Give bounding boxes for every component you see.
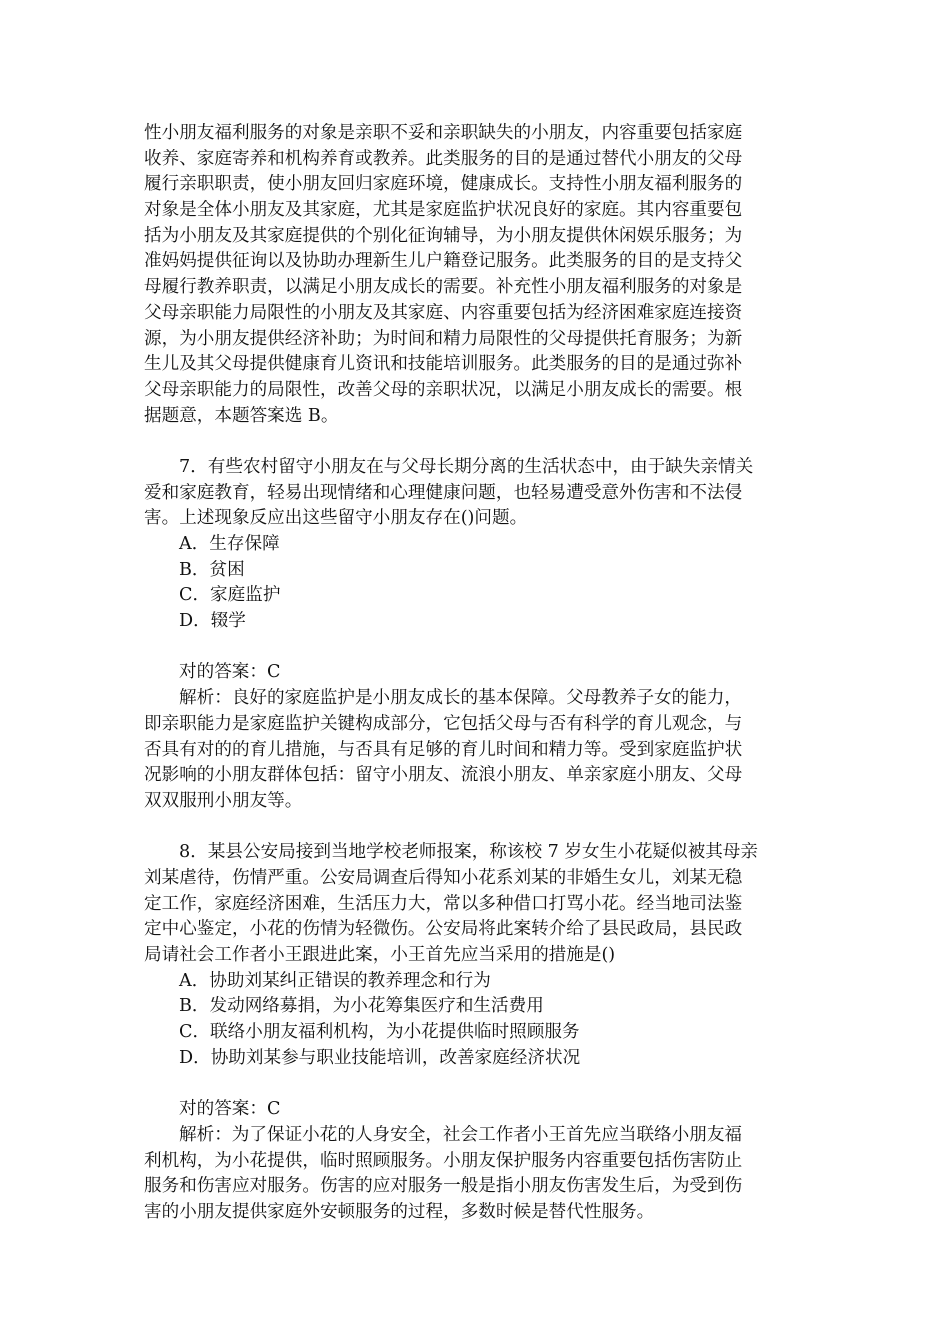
- option-b: B．发动网络募捐，为小花筹集医疗和生活费用: [179, 996, 544, 1017]
- option-d: D．辍学: [179, 611, 246, 632]
- answer-line: 对的答案：C: [179, 662, 281, 683]
- text-line: 源，为小朋友提供经济补助；为时间和精力局限性的父母提供托育服务；为新: [144, 328, 743, 349]
- question-stem-line: 局请社会工作者小王跟进此案，小王首先应当采用的措施是(): [144, 945, 616, 965]
- question-7: [144, 455, 812, 815]
- text-line: 父母亲职能力局限性的小朋友及其家庭、内容重要包括为经济困难家庭连接资: [144, 302, 743, 323]
- option-c: C．家庭监护: [179, 585, 281, 606]
- analysis-line: 解析：为了保证小花的人身安全，社会工作者小王首先应当联络小朋友福: [179, 1124, 743, 1145]
- option-a: A．协助刘某纠正错误的教养理念和行为: [179, 970, 491, 991]
- text-line: 括为小朋友及其家庭提供的个别化征询辅导，为小朋友提供休闲娱乐服务；为: [144, 225, 743, 246]
- analysis-line: 利机构，为小花提供，临时照顾服务。小朋友保护服务内容重要包括伤害防止: [144, 1150, 743, 1171]
- text-line: 性小朋友福利服务的对象是亲职不妥和亲职缺失的小朋友，内容重要包括家庭: [144, 123, 743, 143]
- analysis-line: 即亲职能力是家庭监护关键构成部分，它包括父母与否有科学的育儿观念，与: [144, 713, 743, 734]
- text-line: 收养、家庭寄养和机构养育或教养。此类服务的目的是通过替代小朋友的父母: [144, 148, 743, 169]
- option-d: D．协助刘某参与职业技能培训，改善家庭经济状况: [179, 1047, 581, 1068]
- document-page: [144, 121, 812, 1226]
- paragraph-gap: [144, 635, 812, 661]
- option-b: B．贫困: [179, 559, 245, 580]
- option-c: C．联络小朋友福利机构，为小花提供临时照顾服务: [179, 1022, 580, 1043]
- question-stem-line: 定工作，家庭经济困难，生活压力大，常以多种借口打骂小花。经当地司法鉴: [144, 893, 743, 914]
- text-line: 母履行教养职责，以满足小朋友成长的需要。补充性小朋友福利服务的对象是: [144, 277, 743, 298]
- text-line: 对象是全体小朋友及其家庭，尤其是家庭监护状况良好的家庭。其内容重要包: [144, 200, 743, 221]
- text-line: 履行亲职职责，使小朋友回归家庭环境，健康成长。支持性小朋友福利服务的: [144, 174, 743, 195]
- question-8: [144, 840, 812, 1225]
- analysis-line: 双双服刑小朋友等。: [144, 790, 303, 811]
- question-stem-line: 害。上述现象反应出这些留守小朋友存在()问题。: [144, 508, 528, 529]
- text-line: 父母亲职能力的局限性，改善父母的亲职状况，以满足小朋友成长的需要。根: [144, 379, 743, 400]
- question-stem-line: 爱和家庭教育，轻易出现情绪和心理健康问题，也轻易遭受意外伤害和不法侵: [144, 482, 743, 503]
- question-stem-line: 刘某虐待，伤情严重。公安局调查后得知小花系刘某的非婚生女儿，刘某无稳: [144, 867, 743, 888]
- answer-line: 对的答案：C: [179, 1099, 281, 1120]
- analysis-line: 害的小朋友提供家庭外安顿服务的过程，多数时候是替代性服务。: [144, 1201, 655, 1222]
- option-a: A．生存保障: [179, 534, 280, 554]
- question-stem-line: 8．某县公安局接到当地学校老师报案，称该校 7 岁女生小花疑似被其母亲: [179, 842, 758, 863]
- text-line: 据题意，本题答案选 B。: [144, 405, 339, 426]
- text-line: 准妈妈提供征询以及协助办理新生儿户籍登记服务。此类服务的目的是支持父: [144, 251, 743, 272]
- analysis-line: 况影响的小朋友群体包括：留守小朋友、流浪小朋友、单亲家庭小朋友、父母: [144, 765, 743, 786]
- question-stem-line: 定中心鉴定，小花的伤情为轻微伤。公安局将此案转介给了县民政局，县民政: [144, 919, 743, 940]
- intro-paragraph: [144, 121, 812, 429]
- paragraph-gap: [144, 429, 812, 455]
- question-stem-line: 7．有些农村留守小朋友在与父母长期分离的生活状态中，由于缺失亲情关: [179, 456, 754, 477]
- analysis-line: 否具有对的的育儿措施，与否具有足够的育儿时间和精力等。受到家庭监护状: [144, 739, 743, 760]
- paragraph-gap: [144, 1071, 812, 1097]
- paragraph-gap: [144, 815, 812, 841]
- analysis-line: 服务和伤害应对服务。伤害的应对服务一般是指小朋友伤害发生后，为受到伤: [144, 1176, 743, 1197]
- analysis-line: 解析：良好的家庭监护是小朋友成长的基本保障。父母教养子女的能力，: [179, 688, 743, 709]
- text-line: 生儿及其父母提供健康育儿资讯和技能培训服务。此类服务的目的是通过弥补: [144, 354, 743, 375]
